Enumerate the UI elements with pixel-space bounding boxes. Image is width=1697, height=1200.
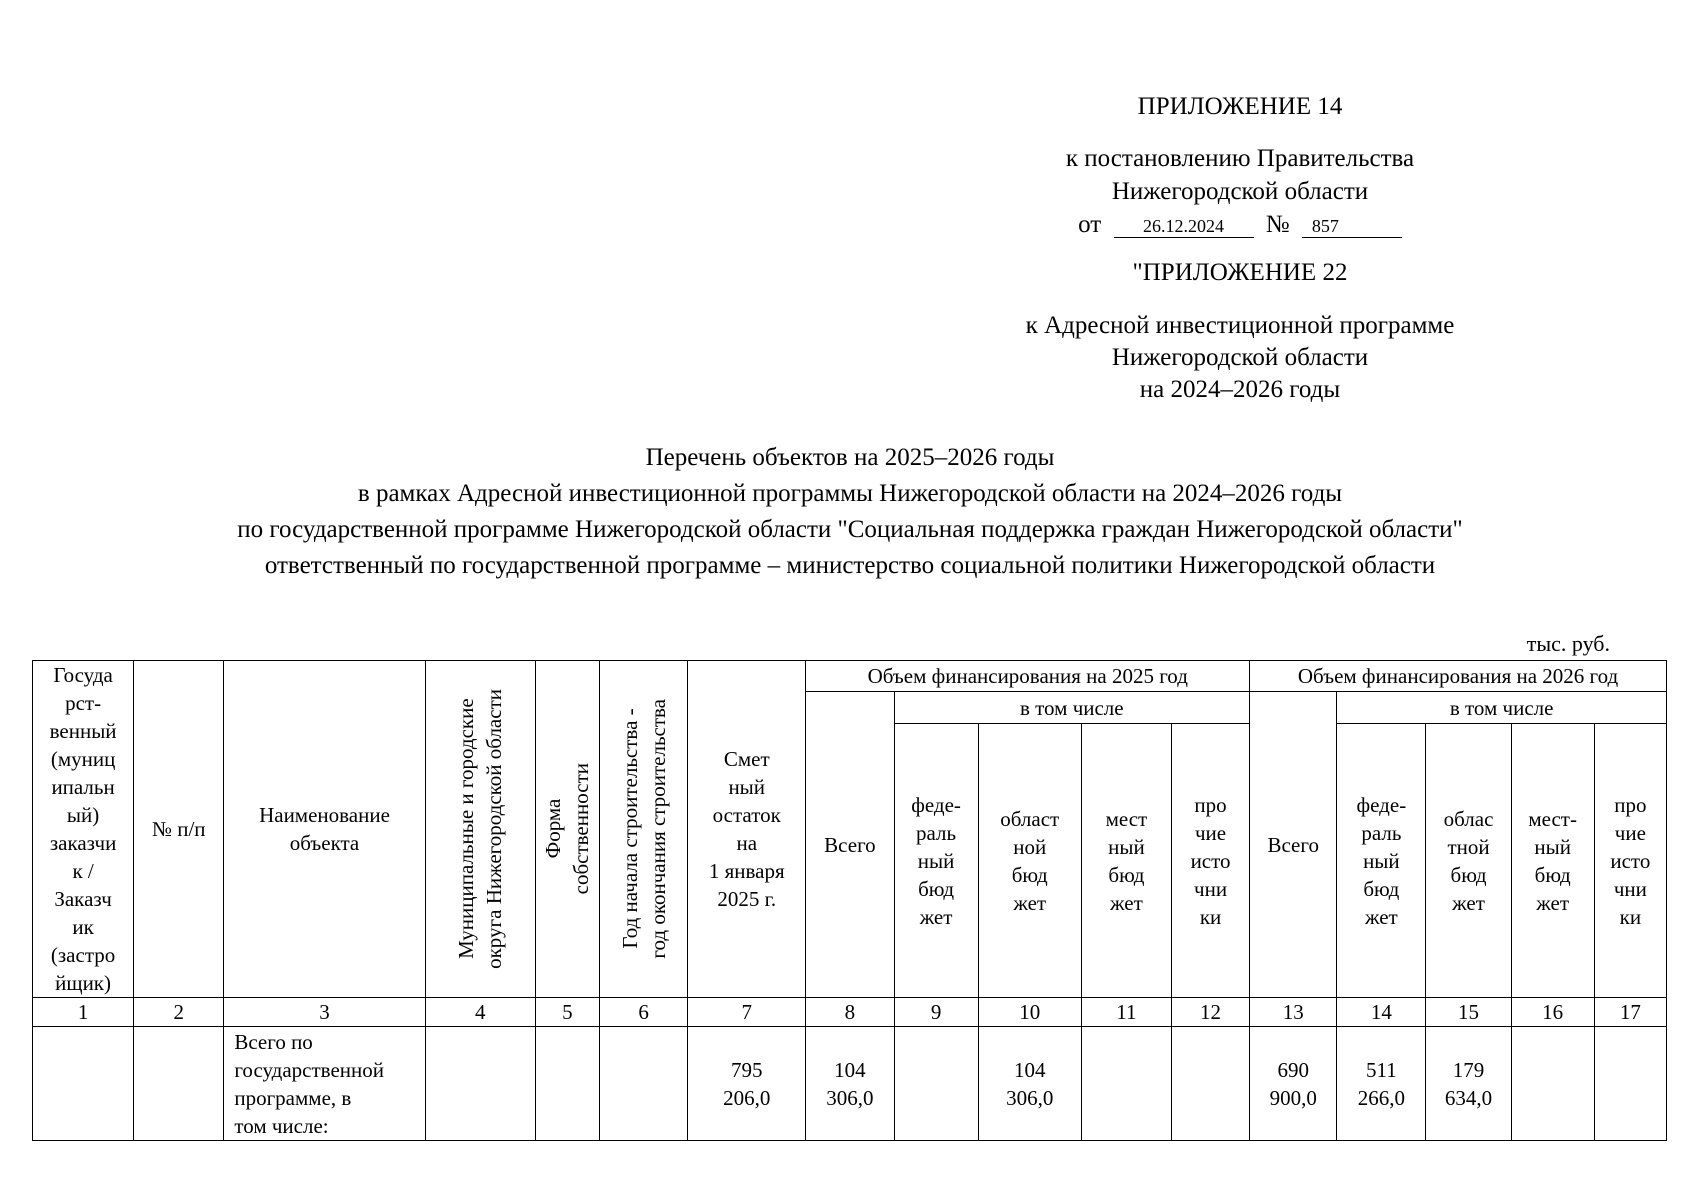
appendix-14-text: ПРИЛОЖЕНИЕ 14 — [1137, 93, 1343, 120]
column-number: 7 — [688, 998, 806, 1027]
header-federal-2025 — [894, 724, 978, 998]
investment-table — [32, 660, 1667, 1141]
header-sub-line: тной — [1447, 834, 1490, 859]
header-sub-line: феде- — [1356, 792, 1407, 817]
cell-value-line: 306,0 — [826, 1085, 874, 1110]
decree-reference — [950, 142, 1530, 241]
header-customer-line: рст- — [65, 691, 102, 715]
column-number: 1 — [33, 998, 134, 1027]
column-number: 15 — [1426, 998, 1511, 1027]
appendix-22-text: "ПРИЛОЖЕНИЕ 22 — [1132, 259, 1348, 286]
header-estimated-remainder — [688, 661, 806, 998]
date-prefix: от — [1078, 211, 1102, 238]
cell-name-line: программе, в — [234, 1085, 352, 1110]
header-years-line: Год начала строительства - — [617, 708, 642, 950]
header-remainder-line: 2025 г. — [717, 887, 777, 911]
cell-value-line: 900,0 — [1269, 1085, 1317, 1110]
header-remainder-line: 1 января — [708, 859, 785, 883]
cell-value-line: 306,0 — [1006, 1085, 1054, 1110]
cell-object-name — [224, 1027, 425, 1141]
header-financing-2025: Объем финансирования на 2025 год — [806, 661, 1250, 692]
column-number: 5 — [535, 998, 599, 1027]
header-total-2025: Всего — [806, 692, 894, 998]
cell-total-2026 — [1250, 1027, 1337, 1141]
header-including-2025: в том числе — [894, 692, 1250, 724]
header-customer-line: ик — [72, 915, 94, 939]
title-line-1: Перечень объектов на 2025–2026 годы — [645, 444, 1055, 471]
document-title — [80, 440, 1620, 584]
header-remainder-line: на — [736, 831, 758, 855]
cell-value-line: 206,0 — [723, 1085, 771, 1110]
cell-other-2025 — [1171, 1027, 1249, 1141]
header-sub-line: бюд — [1363, 876, 1400, 901]
header-sub-line: про — [1614, 792, 1647, 817]
header-sub-line: чни — [1613, 876, 1647, 901]
header-financing-2026: Объем финансирования на 2026 год — [1250, 661, 1667, 692]
header-ownership-text — [539, 763, 595, 894]
cell-value-line: 795 — [730, 1057, 763, 1082]
header-customer-line: йщик) — [55, 971, 111, 995]
header-object-name — [224, 661, 425, 998]
header-sub-line: жет — [1013, 890, 1047, 915]
header-sub-line: ный — [1363, 848, 1400, 873]
header-name-line: объекта — [289, 831, 360, 855]
title-line-4: ответственный по государственной программе – министерство социальной политики Нижегородской области — [264, 552, 1436, 579]
header-remainder-line: ный — [728, 775, 766, 799]
header-local-2025 — [1081, 724, 1171, 998]
header-sub-line: жет — [1536, 890, 1570, 915]
header-sub-line: ный — [1534, 834, 1571, 859]
header-sub-line: мест- — [1528, 806, 1577, 831]
cell-municipal — [425, 1027, 535, 1141]
header-sub-line: ки — [1199, 904, 1222, 929]
column-numbers-row — [33, 998, 1667, 1027]
header-customer-line: Заказч — [54, 887, 112, 911]
cell-value-line: 690 — [1277, 1057, 1309, 1082]
column-number: 3 — [224, 998, 425, 1027]
cell-value-line: 104 — [1013, 1057, 1046, 1082]
header-customer-line: ый) — [66, 803, 100, 827]
header-ownership-line: Форма — [541, 799, 566, 859]
header-federal-2026 — [1337, 724, 1426, 998]
column-number: 10 — [978, 998, 1081, 1027]
cell-total-2025 — [806, 1027, 894, 1141]
header-sub-line: жет — [1452, 890, 1485, 915]
header-sub-line: бюд — [1450, 862, 1487, 887]
header-row-1 — [33, 661, 1667, 692]
header-sub-line: бюд — [1534, 862, 1571, 887]
header-other-2025 — [1171, 724, 1249, 998]
cell-years — [599, 1027, 687, 1141]
title-line-3: по государственной программе Нижегородской области "Социальная поддержка граждан Нижегородской области" — [237, 516, 1463, 543]
header-sub-line: ный — [917, 848, 955, 873]
header-years-text — [616, 699, 672, 959]
header-sub-line: област — [1000, 806, 1060, 831]
cell-other-2026 — [1594, 1027, 1666, 1141]
header-municipal-text — [452, 689, 508, 969]
header-municipal-line: округа Нижегородской области — [482, 689, 507, 969]
header-regional-2026 — [1426, 724, 1511, 998]
header-sub-line: чие — [1194, 820, 1227, 845]
decree-number: 857 — [1302, 215, 1402, 238]
cell-customer — [33, 1027, 134, 1141]
header-sub-line: жет — [1110, 890, 1143, 915]
header-customer-line: Госуда — [53, 663, 113, 687]
header-num: № п/п — [134, 661, 224, 998]
appendix-22-heading — [1040, 258, 1440, 288]
header-construction-years — [599, 661, 687, 998]
column-number: 2 — [134, 998, 224, 1027]
header-sub-line: раль — [916, 820, 957, 845]
header-sub-line: бюд — [1011, 862, 1048, 887]
header-sub-line: чие — [1614, 820, 1646, 845]
column-number: 11 — [1081, 998, 1171, 1027]
cell-ownership — [535, 1027, 599, 1141]
column-number: 13 — [1250, 998, 1337, 1027]
column-number: 16 — [1511, 998, 1594, 1027]
decree-date-line — [1078, 208, 1402, 241]
cell-regional-2026 — [1426, 1027, 1511, 1141]
header-customer-line: ипальн — [51, 775, 115, 799]
header-sub-line: раль — [1361, 820, 1402, 845]
header-sub-line: жет — [919, 904, 953, 929]
decree-date: 26.12.2024 — [1114, 215, 1254, 238]
header-name-line: Наименование — [259, 803, 390, 827]
program-reference — [950, 310, 1530, 406]
column-number: 6 — [599, 998, 687, 1027]
header-customer-line: (застро — [50, 943, 116, 967]
column-number: 12 — [1171, 998, 1249, 1027]
header-remainder-line: остаток — [712, 803, 781, 827]
cell-name-line: государственной — [234, 1057, 384, 1082]
cell-federal-2026 — [1337, 1027, 1426, 1141]
cell-value-line: 104 — [834, 1057, 866, 1082]
header-sub-line: про — [1194, 792, 1227, 817]
column-number: 9 — [894, 998, 978, 1027]
header-sub-line: ный — [1108, 834, 1145, 859]
appendix-14-heading — [1040, 92, 1440, 122]
column-number: 17 — [1594, 998, 1666, 1027]
header-regional-2025 — [978, 724, 1081, 998]
cell-local-2025 — [1081, 1027, 1171, 1141]
column-number: 8 — [806, 998, 894, 1027]
header-sub-line: исто — [1190, 848, 1231, 873]
header-sub-line: облас — [1443, 806, 1494, 831]
header-sub-line: бюд — [918, 876, 955, 901]
header-including-2026: в том числе — [1337, 692, 1667, 724]
cell-value-line: 511 — [1365, 1057, 1397, 1082]
decree-line-2: Нижегородской области — [1111, 178, 1369, 205]
unit-label: тыс. руб. — [1526, 631, 1610, 656]
header-total-2026: Всего — [1250, 692, 1337, 998]
decree-line-1: к постановлению Правительства — [1065, 145, 1415, 172]
program-line-3: на 2024–2026 годы — [1139, 376, 1341, 403]
header-customer-line: венный — [49, 719, 117, 743]
cell-value-line: 266,0 — [1357, 1085, 1405, 1110]
header-sub-line: жет — [1364, 904, 1398, 929]
cell-name-line: Всего по — [234, 1029, 313, 1054]
header-ownership — [535, 661, 599, 998]
header-municipal-districts — [425, 661, 535, 998]
cell-remainder — [688, 1027, 806, 1141]
header-sub-line: исто — [1610, 848, 1651, 873]
number-sign: № — [1265, 211, 1290, 238]
header-sub-line: ки — [1619, 904, 1642, 929]
header-ownership-line: собственности — [569, 763, 594, 895]
program-line-2: Нижегородской области — [1111, 344, 1369, 371]
header-customer-line: (муниц — [50, 747, 116, 771]
cell-value-line: 634,0 — [1444, 1085, 1493, 1110]
header-remainder-line: Смет — [723, 747, 770, 771]
header-sub-line: чни — [1194, 876, 1228, 901]
program-line-1: к Адресной инвестиционной программе — [1025, 312, 1455, 339]
cell-federal-2025 — [894, 1027, 978, 1141]
cell-name-line: том числе: — [234, 1113, 329, 1138]
header-municipal-line: Муниципальные и городские — [454, 698, 479, 960]
cell-regional-2025 — [978, 1027, 1081, 1141]
cell-value-line: 179 — [1452, 1057, 1485, 1082]
header-other-2026 — [1594, 724, 1666, 998]
header-sub-line: ной — [1013, 834, 1047, 859]
header-customer-line: к / — [72, 859, 94, 883]
header-sub-line: бюд — [1108, 862, 1145, 887]
column-number: 4 — [425, 998, 535, 1027]
header-years-line: год окончания строительства — [645, 699, 670, 959]
cell-num — [134, 1027, 224, 1141]
header-sub-line: феде- — [911, 792, 961, 817]
header-customer-line: заказчи — [49, 831, 117, 855]
header-customer — [33, 661, 134, 998]
column-number: 14 — [1337, 998, 1426, 1027]
cell-local-2026 — [1511, 1027, 1594, 1141]
header-local-2026 — [1511, 724, 1594, 998]
title-line-2: в рамках Адресной инвестиционной программы Нижегородской области на 2024–2026 годы — [357, 480, 1343, 507]
header-sub-line: мест — [1105, 806, 1148, 831]
table-row — [33, 1027, 1667, 1141]
